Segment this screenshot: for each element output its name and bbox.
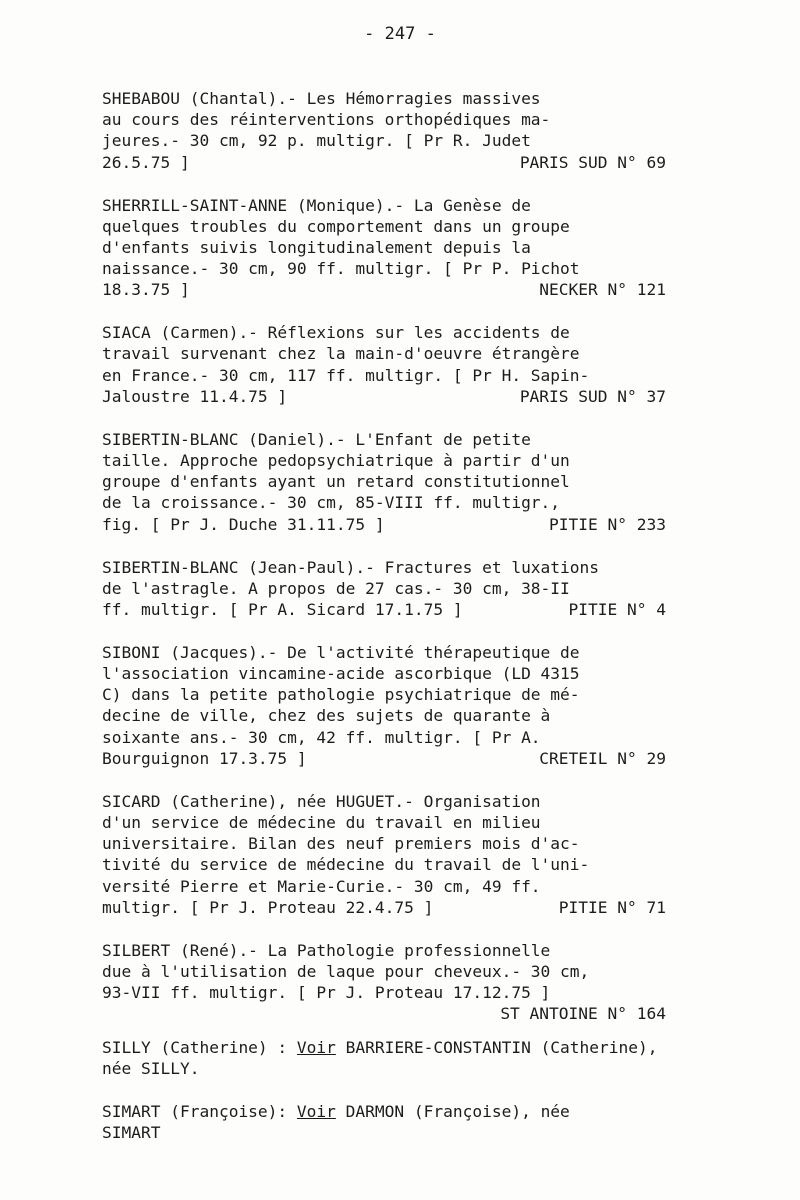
entry-last-line — [102, 748, 702, 769]
entry-line: ff. multigr. [ Pr A. Sicard 17.1.75 ] — [102, 599, 463, 619]
entry-line: C) dans la petite pathologie psychiatrique de mé- — [102, 685, 580, 705]
entry-line: SIBONI (Jacques).- De l'activité thérapeutique de — [102, 642, 580, 662]
entry-line: au cours des réinterventions orthopédiques ma- — [102, 110, 551, 130]
entry-line: naissance.- 30 cm, 90 ff. multigr. [ Pr P. Pichot — [102, 259, 580, 279]
entry-location: PITIE N° 233 — [549, 514, 666, 534]
entry-line: d'enfants suivis longitudinalement depuis la — [102, 237, 531, 257]
entry-line: tivité du service de médecine du travail de l'uni- — [102, 855, 590, 875]
cross-ref-simart — [102, 1101, 702, 1143]
entry-last-line — [102, 386, 702, 407]
entry-line: multigr. [ Pr J. Proteau 22.4.75 ] — [102, 897, 434, 917]
cross-ref-line: SIMART — [102, 1122, 161, 1142]
entry-sicard — [102, 791, 702, 918]
entry-line: SIACA (Carmen).- Réflexions sur les accidents de — [102, 323, 570, 343]
entry-line: 93-VII ff. multigr. [ Pr J. Proteau 17.12.75 ] — [102, 983, 551, 1003]
entry-last-line — [102, 152, 702, 173]
cross-ref-name: SILLY (Catherine) : — [102, 1037, 297, 1057]
entry-line: d'un service de médecine du travail en milieu — [102, 813, 541, 833]
voir-label: Voir — [296, 1101, 336, 1121]
entry-location: PARIS SUD N° 69 — [519, 152, 666, 172]
entry-location: PARIS SUD N° 37 — [519, 386, 666, 406]
entry-line: soixante ans.- 30 cm, 42 ff. multigr. [ Pr A. — [102, 727, 541, 747]
entry-line: en France.- 30 cm, 117 ff. multigr. [ Pr H. Sapin- — [102, 365, 590, 385]
entry-line: decine de ville, chez des sujets de quarante à — [102, 706, 551, 726]
entry-line: due à l'utilisation de laque pour cheveux.- 30 cm, — [102, 961, 590, 981]
entry-silbert — [102, 940, 702, 1025]
entry-line: travail survenant chez la main-d'oeuvre étrangère — [102, 344, 580, 364]
entry-line: de l'astragle. A propos de 27 cas.- 30 cm, 38-II — [102, 578, 570, 598]
entry-line: versité Pierre et Marie-Curie.- 30 cm, 49 ff. — [102, 876, 541, 896]
entry-line: quelques troubles du comportement dans un groupe — [102, 216, 570, 236]
entry-shebabou — [102, 88, 702, 173]
entry-location: PITIE N° 71 — [558, 897, 666, 917]
entry-siaca — [102, 322, 702, 407]
entry-sibertin-jean-paul — [102, 557, 702, 621]
entry-line: SIBERTIN-BLANC (Daniel).- L'Enfant de petite — [102, 429, 531, 449]
cross-ref-line — [102, 1101, 702, 1122]
entry-line: jeures.- 30 cm, 92 p. multigr. [ Pr R. Judet — [102, 131, 531, 151]
entry-last-line — [102, 514, 702, 535]
entry-line: Jaloustre 11.4.75 ] — [102, 386, 288, 406]
entry-line: groupe d'enfants ayant un retard constitutionnel — [102, 472, 570, 492]
entry-line: l'association vincamine-acide ascorbique (LD 4315 — [102, 664, 580, 684]
voir-label: Voir — [296, 1037, 336, 1057]
entry-location: CRETEIL N° 29 — [539, 748, 666, 768]
cross-ref-line: née SILLY. — [102, 1058, 200, 1078]
entry-location: NECKER N° 121 — [539, 280, 666, 300]
entry-line: 26.5.75 ] — [102, 152, 190, 172]
cross-ref-target: DARMON (Françoise), née — [335, 1101, 570, 1121]
cross-ref-target: BARRIERE-CONSTANTIN (Catherine), — [335, 1037, 658, 1057]
entry-location: ST ANTOINE N° 164 — [500, 1004, 666, 1024]
entry-line: de la croissance.- 30 cm, 85-VIII ff. multigr., — [102, 493, 561, 513]
entry-last-line — [102, 279, 702, 300]
entry-line: SILBERT (René).- La Pathologie professionnelle — [102, 940, 551, 960]
entry-location: PITIE N° 4 — [568, 599, 666, 619]
entry-line: 18.3.75 ] — [102, 280, 190, 300]
cross-ref-silly — [102, 1037, 702, 1079]
entry-sibertin-daniel — [102, 429, 702, 535]
entry-line: Bourguignon 17.3.75 ] — [102, 748, 307, 768]
bibliography-entries — [102, 88, 702, 1165]
cross-ref-name: SIMART (Françoise): — [102, 1101, 297, 1121]
entry-last-line — [102, 897, 702, 918]
entry-line: taille. Approche pedopsychiatrique à partir d'un — [102, 451, 570, 471]
entry-line: fig. [ Pr J. Duche 31.11.75 ] — [102, 514, 385, 534]
entry-sherrill — [102, 195, 702, 301]
entry-line: SICARD (Catherine), née HUGUET.- Organisation — [102, 791, 541, 811]
page-number: - 247 - — [364, 24, 436, 44]
cross-ref-line — [102, 1037, 702, 1058]
entry-last-line — [102, 599, 702, 620]
entry-line: SHERRILL-SAINT-ANNE (Monique).- La Genèse de — [102, 195, 531, 215]
entry-line: universitaire. Bilan des neuf premiers mois d'ac- — [102, 834, 580, 854]
entry-line: SIBERTIN-BLANC (Jean-Paul).- Fractures et luxations — [102, 557, 600, 577]
entry-siboni — [102, 642, 702, 769]
entry-line: SHEBABOU (Chantal).- Les Hémorragies massives — [102, 89, 541, 108]
